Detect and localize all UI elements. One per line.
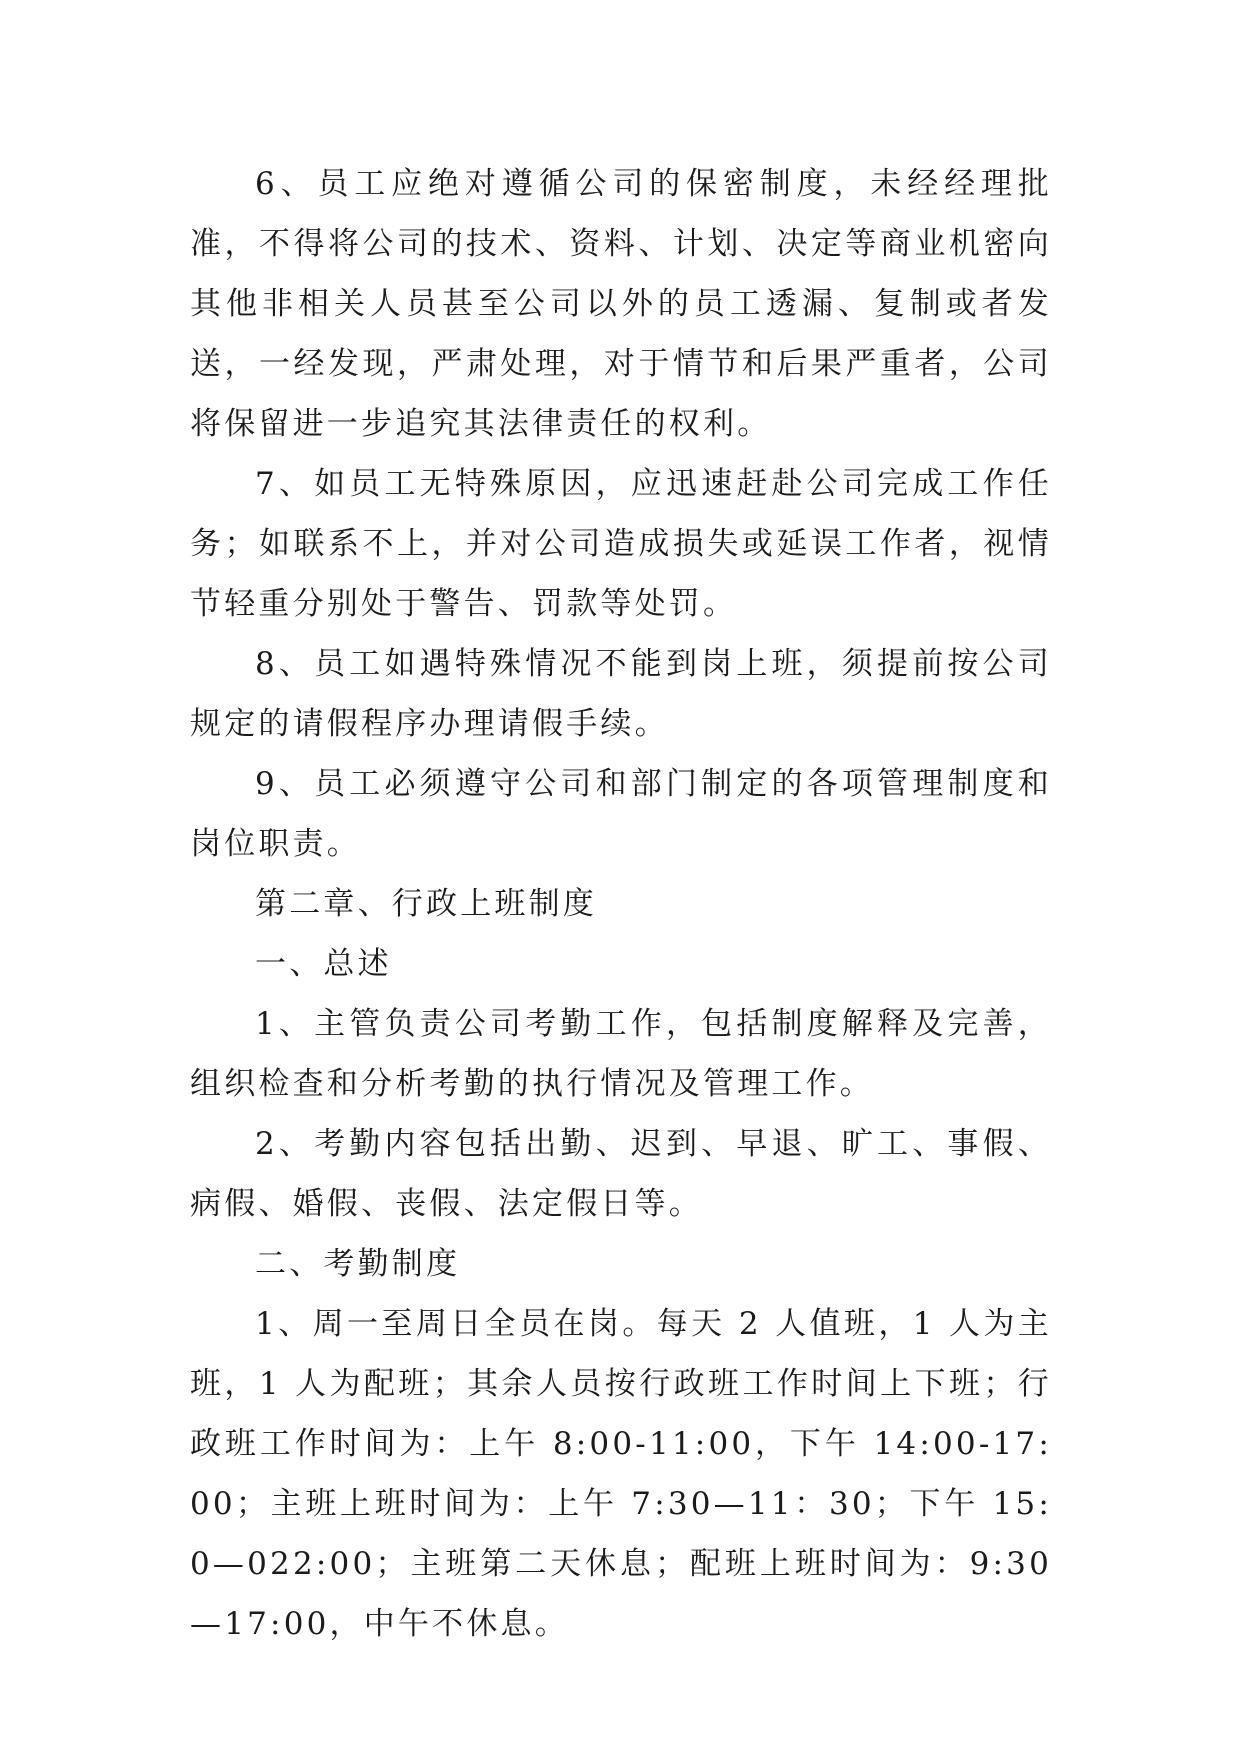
chapter-heading: 第二章、行政上班制度: [255, 886, 597, 922]
paragraph-overview-2: 2、考勤内容包括出勤、迟到、早退、旷工、事假、病假、婚假、丧假、法定假日等。: [190, 1126, 1052, 1222]
paragraph-overview-1: 1、主管负责公司考勤工作，包括制度解释及完善，组织检查和分析考勤的执行情况及管理工作。: [190, 1006, 1052, 1102]
section-heading-overview: 一、总述: [255, 946, 392, 982]
paragraph-attendance-1: 1、周一至周日全员在岗。每天 2 人值班，1 人为主班，1 人为配班；其余人员按行政班工作时间上下班；行政班工作时间为：上午 8:00-11:00，下午 14:00-17:00；主班上班时间为：上午 7:30—11：30；下午 15:0—022:00；主班第二天休息；配班上班时间为：9:30—17:00，中午不休息。: [190, 1306, 1052, 1642]
document-body: [190, 154, 1052, 1654]
paragraph-article-9: 9、员工必须遵守公司和部门制定的各项管理制度和岗位职责。: [190, 766, 1052, 862]
section-heading-attendance: 二、考勤制度: [255, 1246, 461, 1282]
paragraph-article-6: 6、员工应绝对遵循公司的保密制度，未经经理批准，不得将公司的技术、资料、计划、决定等商业机密向其他非相关人员甚至公司以外的员工透漏、复制或者发送，一经发现，严肃处理，对于情节和后果严重者，公司将保留进一步追究其法律责任的权利。: [190, 166, 1052, 442]
paragraph-article-7: 7、如员工无特殊原因，应迅速赶赴公司完成工作任务；如联系不上，并对公司造成损失或延误工作者，视情节轻重分别处于警告、罚款等处罚。: [190, 466, 1052, 622]
paragraph-article-8: 8、员工如遇特殊情况不能到岗上班，须提前按公司规定的请假程序办理请假手续。: [190, 646, 1052, 742]
